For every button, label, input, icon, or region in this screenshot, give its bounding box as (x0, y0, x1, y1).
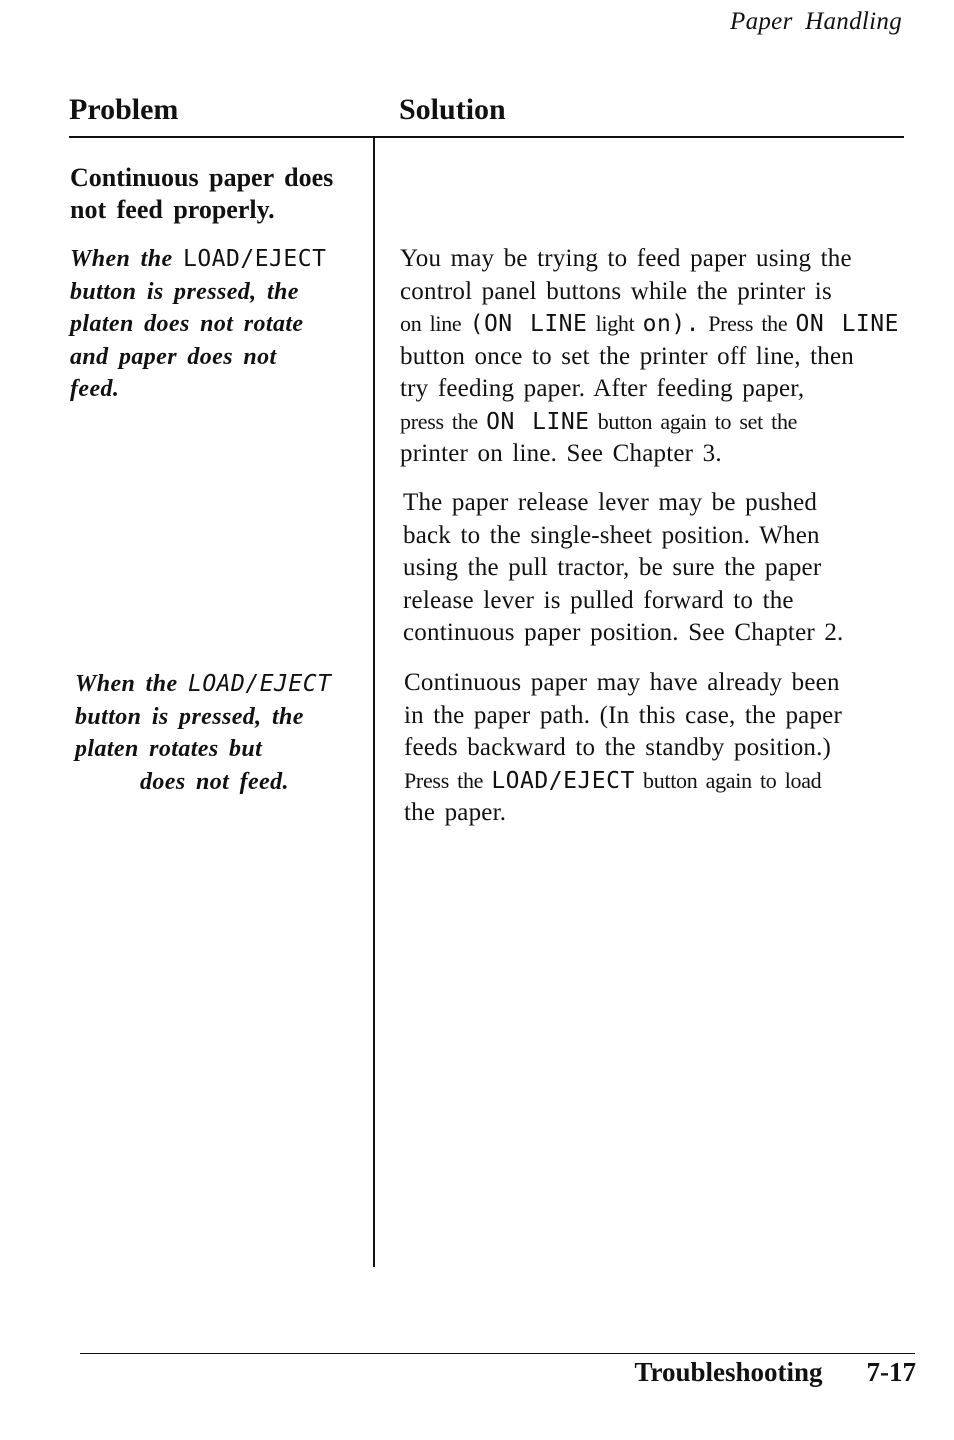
solution-line: The paper release lever may be pushed (403, 489, 818, 516)
problem-heading-line: not feed properly. (70, 195, 275, 224)
solution-1 (400, 243, 899, 471)
solution-line: in the paper path. (In this case, the paper (404, 701, 842, 729)
solution-text: button again to set the (589, 408, 798, 434)
column-divider (373, 137, 375, 1267)
solution-line: continuous paper position. See Chapter 2. (403, 619, 844, 646)
page-number: 7-17 (866, 1357, 916, 1387)
solution-line: button once to set the printer off line, then (400, 342, 854, 370)
solution-line: try feeding paper. After feeding paper, (400, 375, 805, 402)
symptom-line: does not feed. (140, 768, 289, 795)
problem-heading (70, 162, 360, 226)
symptom-line: button is pressed, the (75, 703, 304, 730)
solution-2 (403, 487, 844, 650)
load-eject-key-label: LOAD/EJECT (491, 767, 635, 794)
solution-line (400, 406, 899, 439)
solution-text: light (587, 311, 643, 336)
load-eject-key-label: LOAD/EJECT (182, 246, 327, 272)
symptom-1 (70, 243, 326, 406)
solution-line (404, 765, 842, 798)
symptom-line: and paper does not (70, 343, 277, 370)
symptom-line: button is pressed, the (70, 278, 299, 305)
solution-line: release lever is pulled forward to the (403, 586, 794, 614)
symptom-line: platen rotates but (75, 736, 263, 762)
running-head: Paper Handling (730, 8, 902, 35)
symptom-line: platen does not rotate (70, 311, 304, 337)
on-line-key-label: ON LINE (795, 311, 899, 337)
symptom-2 (75, 668, 331, 798)
solution-text: Press the (404, 767, 492, 793)
solution-line: the paper. (404, 799, 507, 826)
solution-line: control panel buttons while the printer is (400, 277, 832, 305)
header-rule (69, 136, 904, 138)
solution-text: Press the (700, 311, 796, 336)
solution-line: Continuous paper may have already been (404, 669, 840, 696)
problem-column-header: Problem (69, 93, 179, 126)
solution-line: You may be trying to feed paper using the (400, 245, 852, 272)
solution-text: button again to load (634, 767, 822, 793)
solution-text: on line (400, 311, 470, 336)
footer-rule (80, 1353, 915, 1354)
on-line-key-label: ON LINE (486, 408, 590, 435)
solution-line: using the pull tractor, be sure the paper (403, 554, 822, 581)
solution-3 (404, 667, 842, 830)
solution-line (400, 308, 899, 341)
footer-section: Troubleshooting (634, 1357, 823, 1387)
on-light-label: on). (642, 311, 701, 337)
load-eject-key-label: LOAD/EJECT (187, 671, 332, 697)
solution-line: back to the single-sheet position. When (403, 521, 820, 549)
solution-text: press the (400, 408, 487, 434)
symptom-line: feed. (70, 376, 120, 402)
solution-line: printer on line. See Chapter 3. (400, 440, 722, 467)
symptom-text: When the (70, 246, 183, 272)
problem-heading-line: Continuous paper does (70, 163, 334, 192)
solution-line: feeds backward to the standby position.) (404, 734, 832, 761)
symptom-line (70, 243, 326, 276)
footer (634, 1357, 916, 1388)
symptom-text: When the (75, 671, 188, 697)
symptom-line (75, 668, 331, 701)
on-line-key-label: (ON LINE (469, 311, 588, 337)
solution-column-header: Solution (399, 93, 506, 126)
